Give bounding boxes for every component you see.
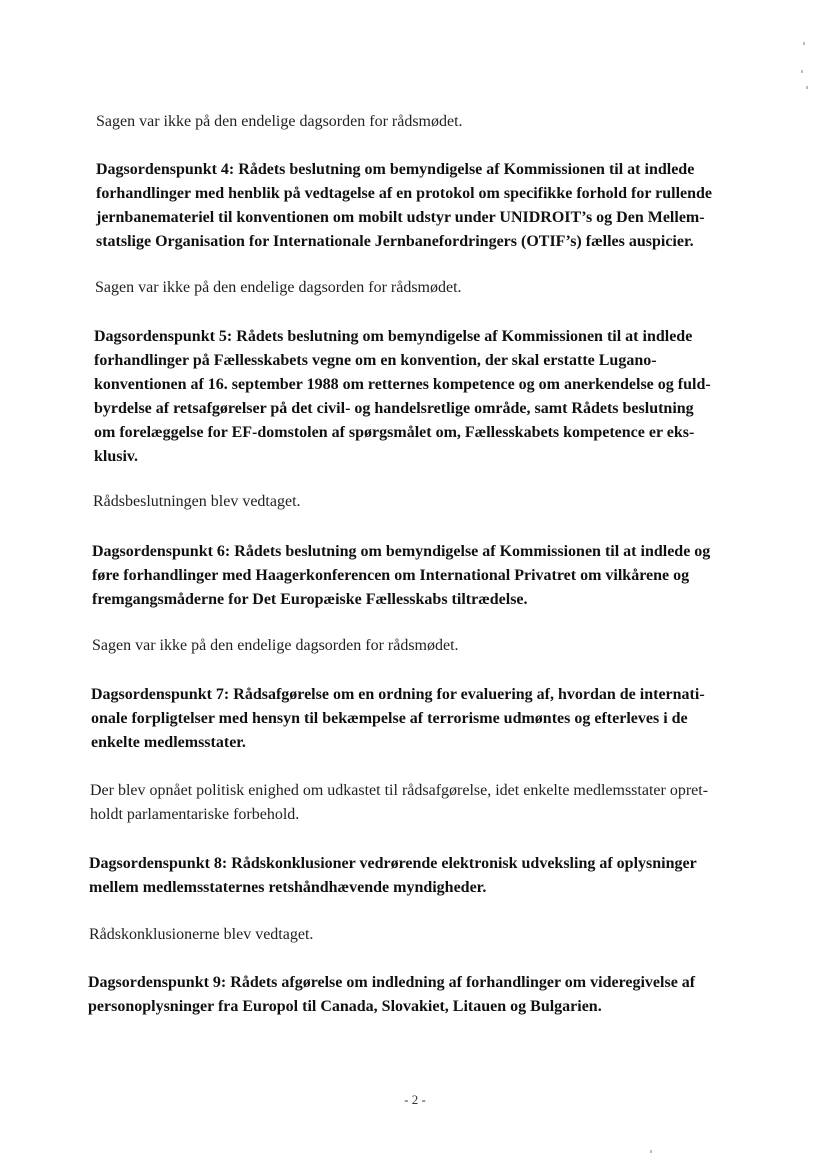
agenda-item-7 <box>91 683 761 755</box>
agenda-note: Rådsbeslutningen blev vedtaget. <box>93 493 301 510</box>
item-line: byrdelse af retsafgørelser på det civil- og handelsretlige område, samt Rådets beslutning <box>94 400 694 417</box>
item-line: forhandlinger på Fællesskabets vegne om en konvention, der skal erstatte Lugano- <box>94 352 657 369</box>
item-line: Dagsordenspunkt 7: Rådsafgørelse om en ordning for evaluering af, hvordan de internati- <box>91 686 705 703</box>
item-line: om forelæggelse for EF-domstolen af spørgsmålet om, Fællesskabets kompetence er eks- <box>94 424 695 441</box>
item-line: Dagsordenspunkt 9: Rådets afgørelse om indledning af forhandlinger om videregivelse af <box>88 974 696 991</box>
agenda-note: Sagen var ikke på den endelige dagsorden for rådsmødet. <box>96 113 463 130</box>
item-line: enkelte medlemsstater. <box>91 734 246 751</box>
agenda-note: Rådskonklusionerne blev vedtaget. <box>89 926 314 943</box>
item-line: klusiv. <box>94 448 139 465</box>
agenda-item-4 <box>96 158 756 254</box>
agenda-note: Sagen var ikke på den endelige dagsorden for rådsmødet. <box>95 279 462 296</box>
item-line: føre forhandlinger med Haagerkonferencen om International Privatret om vilkårene og <box>92 567 690 584</box>
item-line: jernbanemateriel til konventionen om mobilt udstyr under UNIDROIT’s og Den Mellem- <box>96 209 705 226</box>
item-line: konventionen af 16. september 1988 om retternes kompetence og om anerkendelse og fuld- <box>94 376 711 393</box>
item-line: statslige Organisation for Internationale Jernbanefordringers (OTIF’s) fælles auspicier. <box>96 233 694 250</box>
agenda-item-5 <box>94 325 754 469</box>
item-line: Dagsordenspunkt 4: Rådets beslutning om bemyndigelse af Kommissionen til at indlede <box>96 161 695 178</box>
page-number: - 2 - <box>404 1092 426 1107</box>
item-line: Dagsordenspunkt 6: Rådets beslutning om bemyndigelse af Kommissionen til at indlede og <box>92 543 711 560</box>
item-line: fremgangsmåderne for Det Europæiske Fællesskabs tiltrædelse. <box>92 591 528 608</box>
item-line: forhandlinger med henblik på vedtagelse af en protokol om specifikke forhold for rullende <box>96 185 713 202</box>
item-line: personoplysninger fra Europol til Canada, Slovakiet, Litauen og Bulgarien. <box>88 998 602 1015</box>
item-line: mellem medlemsstaternes retshåndhævende myndigheder. <box>89 879 487 896</box>
item-line: Dagsordenspunkt 5: Rådets beslutning om bemyndigelse af Kommissionen til at indlede <box>94 328 693 345</box>
note-line: Der blev opnået politisk enighed om udkastet til rådsafgørelse, idet enkelte medlemsstater opret- <box>90 782 709 799</box>
scan-speck <box>803 42 805 45</box>
scan-speck <box>801 70 803 73</box>
agenda-item-6 <box>92 540 762 612</box>
agenda-note: Sagen var ikke på den endelige dagsorden for rådsmødet. <box>92 637 459 654</box>
item-line: Dagsordenspunkt 8: Rådskonklusioner vedrørende elektronisk udveksling af oplysninger <box>89 855 697 872</box>
note-line: holdt parlamentariske forbehold. <box>90 806 300 823</box>
agenda-item-8 <box>89 852 759 900</box>
scan-speck <box>650 1150 652 1153</box>
item-line: onale forpligtelser med hensyn til bekæmpelse af terrorisme udmøntes og efterleves i de <box>91 710 688 727</box>
scan-speck <box>806 86 808 89</box>
agenda-item-9 <box>88 971 758 1019</box>
agenda-note <box>90 779 760 827</box>
